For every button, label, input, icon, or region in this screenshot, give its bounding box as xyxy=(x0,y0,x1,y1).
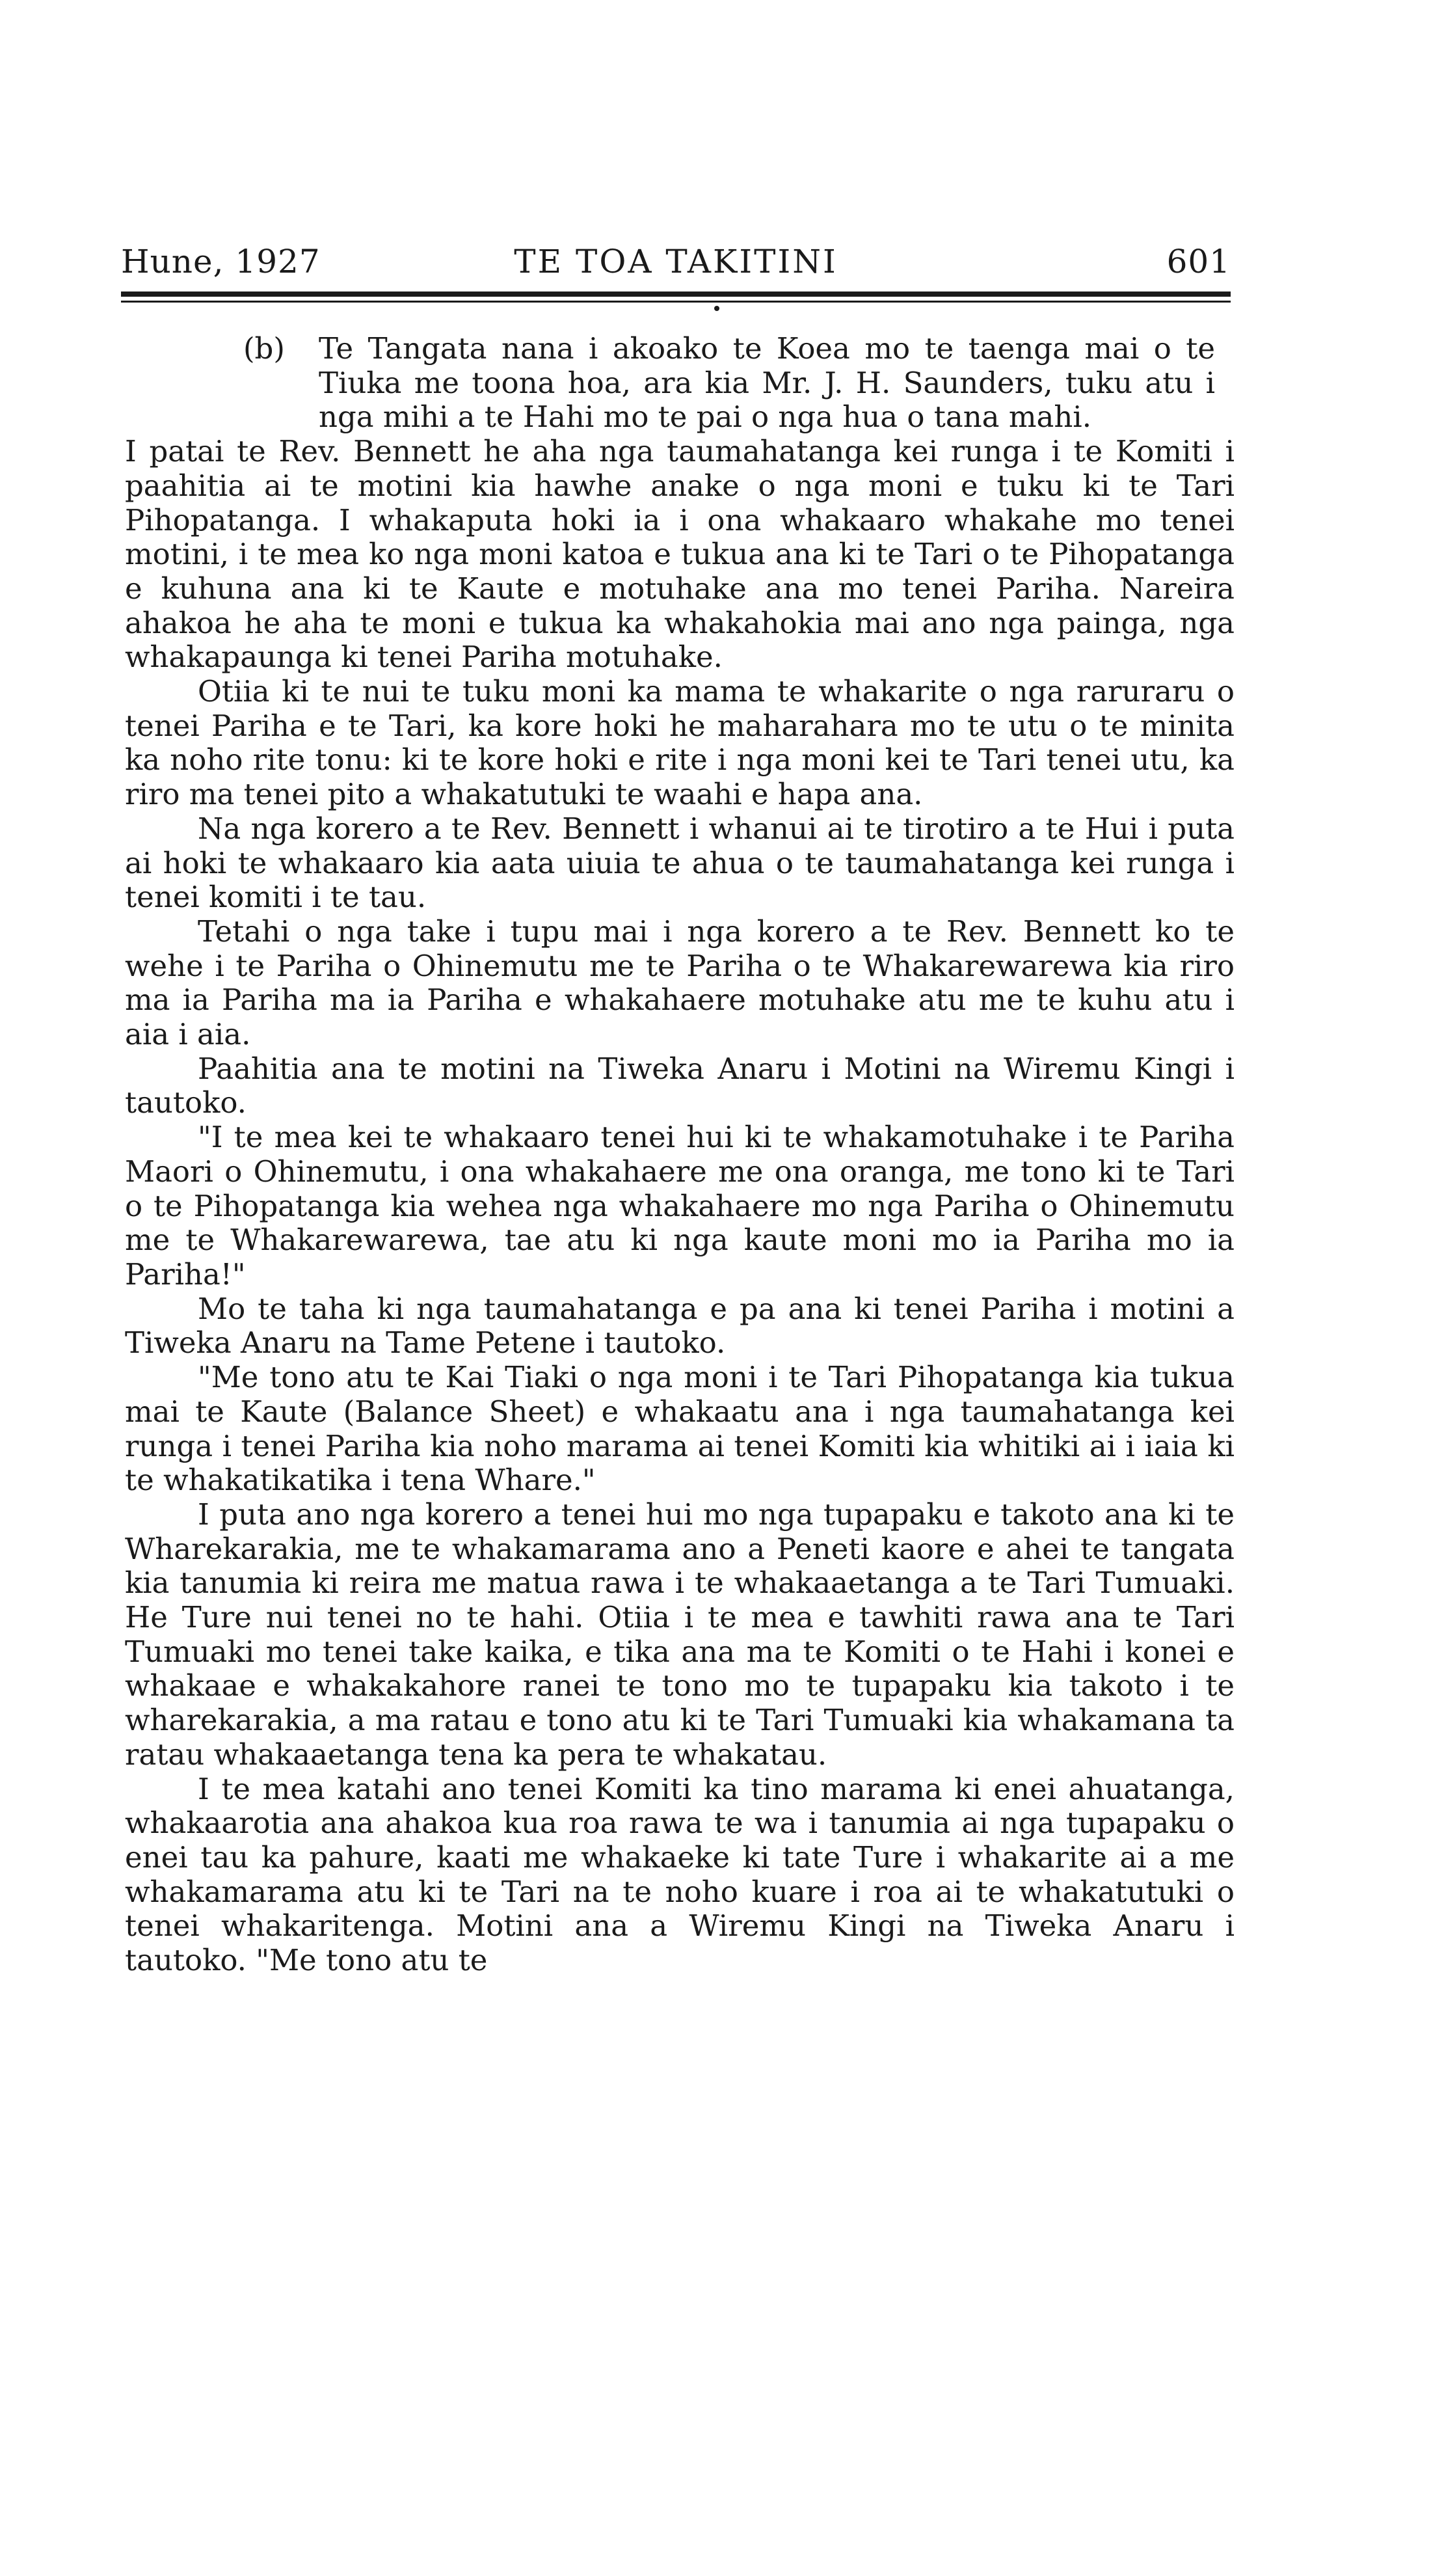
paragraph: Tetahi o nga take i tupu mai i nga korero a te Rev. Bennett ko te wehe i te Pariha o Ohinemutu me te Pariha o te Whakarewarewa kia riro ma ia Pariha ma ia Pariha e whakahaere motuhake atu me te kuhu atu i aia i aia. xyxy=(125,914,1235,1052)
list-item-b xyxy=(125,332,1235,435)
paragraph: "Me tono atu te Kai Tiaki o nga moni i te Tari Pihopatanga kia tukua mai te Kaute (Balance Sheet) e whakaatu ana i nga taumahatanga kei runga i tenei Pariha kia noho marama ai tenei Komiti kia whitiki ai i iaia ki te whakatikatika i tena Whare." xyxy=(125,1360,1235,1498)
paragraph: "I te mea kei te whakaaro tenei hui ki te whakamotuhake i te Pariha Maori o Ohinemutu, i ona whakahaere me ona oranga, me tono ki te Tari o te Pihopatanga kia wehea nga whakahaere mo nga Pariha o Ohinemutu me te Whakarewarewa, tae atu ki nga kaute moni mo ia Pariha mo ia Pariha!" xyxy=(125,1120,1235,1292)
header-rule-thick xyxy=(121,291,1231,297)
paragraph: Na nga korero a te Rev. Bennett i whanui ai te tirotiro a te Hui i puta ai hoki te whakaaro kia aata uiuia te ahua o te taumahatanga kei runga i tenei komiti i te tau. xyxy=(125,811,1235,915)
header-rule-thin xyxy=(121,301,1231,303)
paragraph: Mo te taha ki nga taumahatanga e pa ana ki tenei Pariha i motini a Tiweka Anaru na Tame Petene i tautoko. xyxy=(125,1291,1235,1361)
list-marker: (b) xyxy=(243,331,285,366)
header-title: TE TOA TAKITINI xyxy=(514,243,838,280)
paragraph: Paahitia ana te motini na Tiweka Anaru i Motini na Wiremu Kingi i tautoko. xyxy=(125,1051,1235,1120)
article-body xyxy=(125,332,1235,1978)
paragraph: Otiia ki te nui te tuku moni ka mama te whakarite o nga raruraru o tenei Pariha e te Tari, ka kore hoki he maharahara mo te utu o te minita ka noho rite tonu: ki te kore hoki e rite i nga moni kei te Tari tenei utu, ka riro ma tenei pito a whakatutuki te waahi e hapa ana. xyxy=(125,674,1235,812)
paragraph: I te mea katahi ano tenei Komiti ka tino marama ki enei ahuatanga, whakaarotia ana ahakoa kua roa rawa te wa i tanumia ai nga tupapaku o enei tau ka pahure, kaati me whakaeke ki tate Ture i whakarite ai a me whakamarama atu ki te Tari na te noho kuare i roa ai te whakatutuki o tenei whakaritenga. Motini ana a Wiremu Kingi na Tiweka Anaru i tautoko. "Me tono atu te xyxy=(125,1771,1235,1978)
list-item-text: Te Tangata nana i akoako te Koea mo te taenga mai o te Tiuka me toona hoa, ara kia Mr. J. H. Saunders, tuku atu i nga mihi a te Hahi mo te pai o nga hua o tana mahi. xyxy=(319,331,1215,435)
page-number: 601 xyxy=(1166,243,1231,280)
paragraph: I patai te Rev. Bennett he aha nga taumahatanga kei runga i te Komiti i paahitia ai te motini kia hawhe anake o nga moni e tuku ki te Tari Pihopatanga. I whakaputa hoki ia i ona whakaaro whakahe mo tenei motini, i te mea ko nga moni katoa e tukua ana ki te Tari o te Pihopatanga e kuhuna ana ki te Kaute e motuhake ana mo tenei Pariha. Nareira ahakoa he aha te moni e tukua ka whakahokia mai ano nga painga, nga whakapaunga ki tenei Pariha motuhake. xyxy=(125,434,1235,675)
header-rule-ornament xyxy=(714,306,719,311)
header-date: Hune, 1927 xyxy=(121,243,321,280)
running-header xyxy=(121,242,1231,281)
paragraph: I puta ano nga korero a tenei hui mo nga tupapaku e takoto ana ki te Wharekarakia, me te whakamarama ano a Peneti kaore e ahei te tangata kia tanumia ki reira me matua rawa i te whakaaetanga a te Tari Tumuaki. He Ture nui tenei no te hahi. Otiia i te mea e tawhiti rawa ana te Tari Tumuaki mo tenei take kaika, e tika ana ma te Komiti o te Hahi i konei e whakaae e whakakahore ranei te tono mo te tupapaku kia takoto i te wharekarakia, a ma ratau e tono atu ki te Tari Tumuaki kia whakamana ta ratau whakaaetanga tena ka pera te whakatau. xyxy=(125,1497,1235,1772)
